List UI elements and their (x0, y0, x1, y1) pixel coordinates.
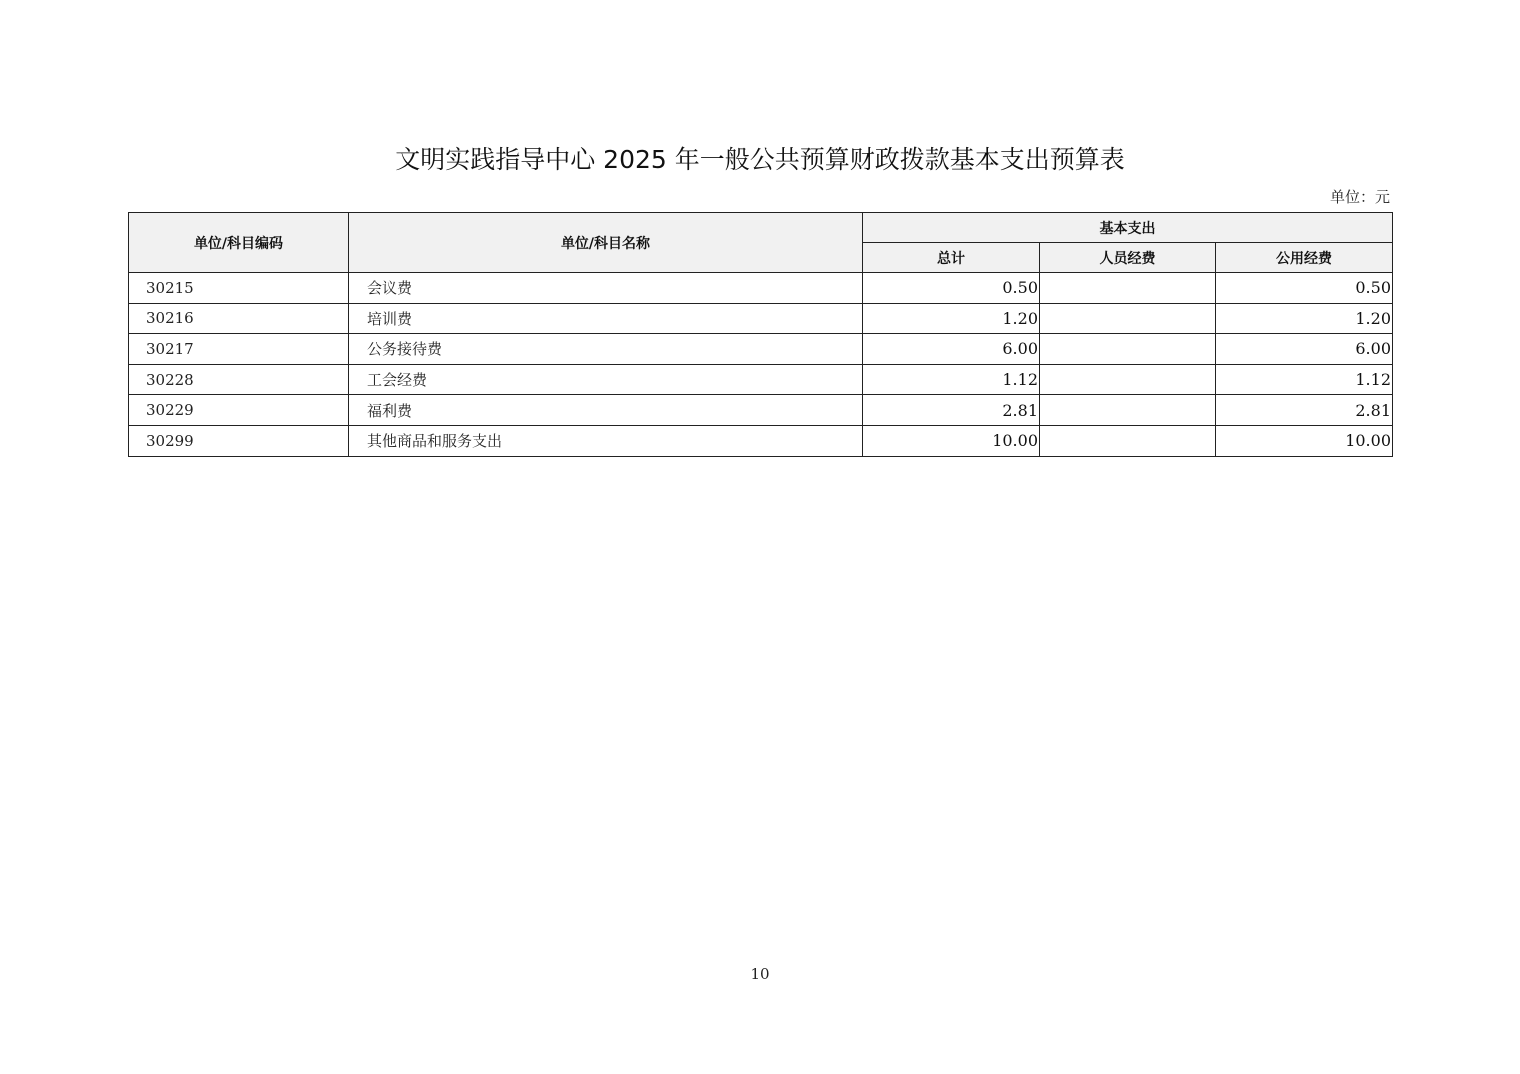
header-basic-expenditure: 基本支出 (863, 213, 1393, 243)
cell-total: 0.50 (863, 273, 1040, 304)
table-row (129, 303, 1393, 334)
cell-total: 6.00 (863, 334, 1040, 365)
header-total: 总计 (863, 243, 1040, 273)
cell-name: 工会经费 (349, 364, 863, 395)
cell-personnel (1040, 334, 1216, 365)
header-name: 单位/科目名称 (349, 213, 863, 273)
cell-total: 2.81 (863, 395, 1040, 426)
cell-public: 1.20 (1216, 303, 1393, 334)
cell-name: 培训费 (349, 303, 863, 334)
cell-name: 公务接待费 (349, 334, 863, 365)
table-row (129, 364, 1393, 395)
header-public: 公用经费 (1216, 243, 1393, 273)
cell-code: 30215 (129, 273, 349, 304)
cell-name: 福利费 (349, 395, 863, 426)
page-title: 文明实践指导中心 2025 年一般公共预算财政拨款基本支出预算表 (395, 145, 1125, 174)
table-row (129, 334, 1393, 365)
cell-personnel (1040, 273, 1216, 304)
cell-public: 6.00 (1216, 334, 1393, 365)
cell-personnel (1040, 425, 1216, 456)
table-row (129, 425, 1393, 456)
cell-code: 30229 (129, 395, 349, 426)
unit-note: 单位：元 (1329, 188, 1390, 206)
cell-public: 2.81 (1216, 395, 1393, 426)
cell-total: 1.20 (863, 303, 1040, 334)
cell-code: 30228 (129, 364, 349, 395)
cell-public: 1.12 (1216, 364, 1393, 395)
cell-personnel (1040, 395, 1216, 426)
cell-name: 会议费 (349, 273, 863, 304)
cell-code: 30216 (129, 303, 349, 334)
budget-table (128, 212, 1393, 457)
header-personnel: 人员经费 (1040, 243, 1216, 273)
cell-public: 0.50 (1216, 273, 1393, 304)
cell-personnel (1040, 303, 1216, 334)
cell-total: 10.00 (863, 425, 1040, 456)
cell-personnel (1040, 364, 1216, 395)
cell-public: 10.00 (1216, 425, 1393, 456)
cell-name: 其他商品和服务支出 (349, 425, 863, 456)
cell-code: 30299 (129, 425, 349, 456)
cell-total: 1.12 (863, 364, 1040, 395)
table-row (129, 395, 1393, 426)
page-number: 10 (750, 965, 770, 983)
header-code: 单位/科目编码 (129, 213, 349, 273)
table-row (129, 273, 1393, 304)
cell-code: 30217 (129, 334, 349, 365)
